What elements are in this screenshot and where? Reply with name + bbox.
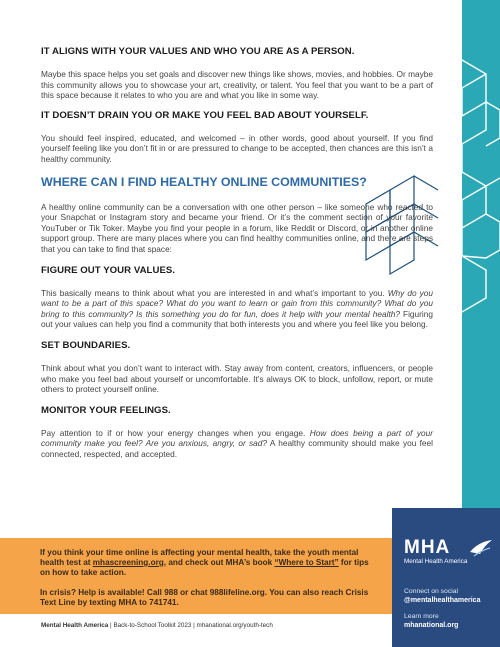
section-heading-values-align: IT ALIGNS WITH YOUR VALUES AND WHO YOU ARE AS A PERSON. <box>41 46 355 57</box>
learn-more-label: Learn more <box>404 613 439 620</box>
section-text-doesnt-drain: You should feel inspired, educated, and welcomed – in other words, good about yourself. If you find yourself feeling like you don’t fit in or are pressured to change to be accepted, then chances are this isn’t a healthy community. <box>41 132 433 164</box>
step-text-set-boundaries: Think about what you don’t want to interact with. Stay away from content, creators, influencers, or people who make you feel bad about yourself or uncomfortable. It’s always OK to block, unfollow, report, or mute others to protect yourself online. <box>41 362 433 395</box>
article-body <box>41 46 433 459</box>
help-callout-box <box>0 538 392 614</box>
social-handle-link[interactable]: @mentalhealthamerica <box>404 596 481 604</box>
page-footer <box>41 622 273 630</box>
mha-brand-box <box>392 508 500 647</box>
values-text-part2: Figuring out your values can help you find a community that both interests you and where you feel like you belong. <box>41 308 433 330</box>
footer-org-name: Mental Health America <box>41 622 109 629</box>
footer-details: | Back-to-School Toolkit 2023 | mhanational.org/youth-tech <box>108 622 273 629</box>
step-heading-set-boundaries: SET BOUNDARIES. <box>41 339 131 351</box>
callout-text-c: for tips on how to take action. <box>40 558 369 577</box>
mha-logo <box>404 538 500 568</box>
step-heading-figure-out-values: FIGURE OUT YOUR VALUES. <box>41 264 176 276</box>
connect-label: Connect on social <box>404 588 459 595</box>
callout-text-b: , and check out MHA’s book <box>163 558 275 567</box>
where-to-start-link[interactable]: “Where to Start” <box>274 558 339 567</box>
website-link[interactable]: mhanational.org <box>404 621 459 629</box>
values-text-questions: Why do you want to be a part of this space? What do you want to learn or gain from this community? What do you bring to this community? Is this something you do for fun, does it help with your mental health? <box>41 287 433 319</box>
flame-icon <box>468 538 494 558</box>
mhascreening-link[interactable]: mhascreening.org <box>92 558 164 567</box>
main-text-where-to-find: A healthy online community can be a conversation with one other person – like someone who reacted to your Snapchat or Instagram story and became your friend. Or it’s the comment section of your favorite YouTuber or Tik Toker. Maybe you find your people in a forum, like Reddit or Discord, or in another online support group. There are many places where you can find healthy communities online, and there are steps that you can take to find that space: <box>41 201 433 254</box>
main-heading-where-to-find: WHERE CAN I FIND HEALTHY ONLINE COMMUNITIES? <box>41 174 367 189</box>
feelings-text-part1: Pay attention to if or how your energy changes when you engage. <box>41 427 310 438</box>
feelings-text-questions: How does being a part of your community make you feel? Are you anxious, angry, or sad? <box>41 427 433 449</box>
callout-test-info <box>40 548 372 578</box>
section-heading-doesnt-drain: IT DOESN’T DRAIN YOU OR MAKE YOU FEEL BAD ABOUT YOURSELF. <box>41 109 369 121</box>
callout-text-a: If you think your time online is affecting your mental health, take the youth mental health test at <box>40 548 359 567</box>
mha-logo-subtitle: Mental Health America <box>404 558 468 565</box>
callout-crisis-info: In crisis? Help is available! Call 988 or chat 988lifeline.org. You can also reach Crisis Text Line by texting MHA to 741741. <box>40 588 369 607</box>
step-text-figure-out-values <box>41 288 433 330</box>
step-heading-monitor-feelings: MONITOR YOUR FEELINGS. <box>41 404 171 416</box>
mha-logo-text: MHA <box>404 537 451 558</box>
values-text-part1: This basically means to think about what you are interested in and what’s important to you. <box>41 287 388 298</box>
section-text-values-align: Maybe this space helps you set goals and discover new things like shows, movies, and hobbies. Or maybe this community allows you to showcase your art, creativity, or talent. You feel that you want to be a part of this space because it relates to who you are and what you like in some way. <box>41 69 433 101</box>
feelings-text-part2: A healthy community should make you feel connected, respected, and accepted. <box>41 438 433 459</box>
step-text-monitor-feelings <box>41 428 433 460</box>
